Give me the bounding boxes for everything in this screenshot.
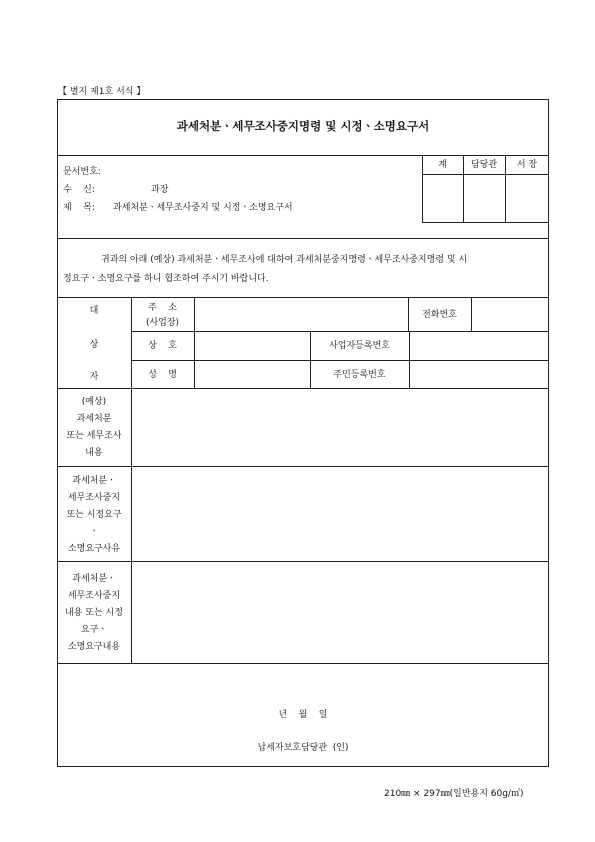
form-title: 과세처분ㆍ세무조사중지명령 및 시정ㆍ소명요구서 [176, 119, 430, 133]
paper-spec-note: 210㎜ × 297㎜(일반용지 60g/㎡) [384, 789, 524, 799]
body-line-1: 귀과의 아래 (예상) 과세처분ㆍ세무조사에 대하여 과세처분중지명령ㆍ세무조사중지명령 및 시 [101, 255, 468, 265]
resident-reg-label: 주민등록번호 [333, 370, 386, 380]
trade-name-label: 상 호 [148, 341, 177, 351]
subject-value: 과세처분ㆍ세무조사중지 및 시정ㆍ소명요구서 [113, 203, 293, 213]
doc-no-label: 문서번호: [63, 167, 101, 177]
target-label-2: 상 [89, 340, 99, 350]
approval-col-3: 서 장 [516, 160, 538, 170]
phone-label: 전화번호 [422, 310, 457, 320]
form-label: 【 별지 제1호 서식 】 [58, 87, 146, 97]
body-line-2: 정요구ㆍ소명요구를 하니 협조하여 주시기 바랍니다. [63, 274, 269, 284]
person-name-label: 성 명 [148, 370, 177, 380]
approval-col-1: 계 [438, 160, 447, 170]
biz-reg-label: 사업자등록번호 [329, 341, 390, 351]
approval-col-2: 담당관 [470, 160, 498, 170]
signer-line: 납세자보호담당관 (인) [257, 743, 349, 753]
date-line: 년 월 일 [278, 710, 328, 720]
recipient-value: 과장 [151, 185, 169, 195]
subject-label: 제 목: [63, 203, 95, 213]
recipient-label: 수 신: [63, 185, 95, 195]
address-label: 주 소 [148, 303, 177, 313]
address-label-sub: (사업장) [145, 318, 180, 328]
target-label-1: 대 [89, 306, 99, 316]
target-label-3: 자 [89, 372, 99, 382]
